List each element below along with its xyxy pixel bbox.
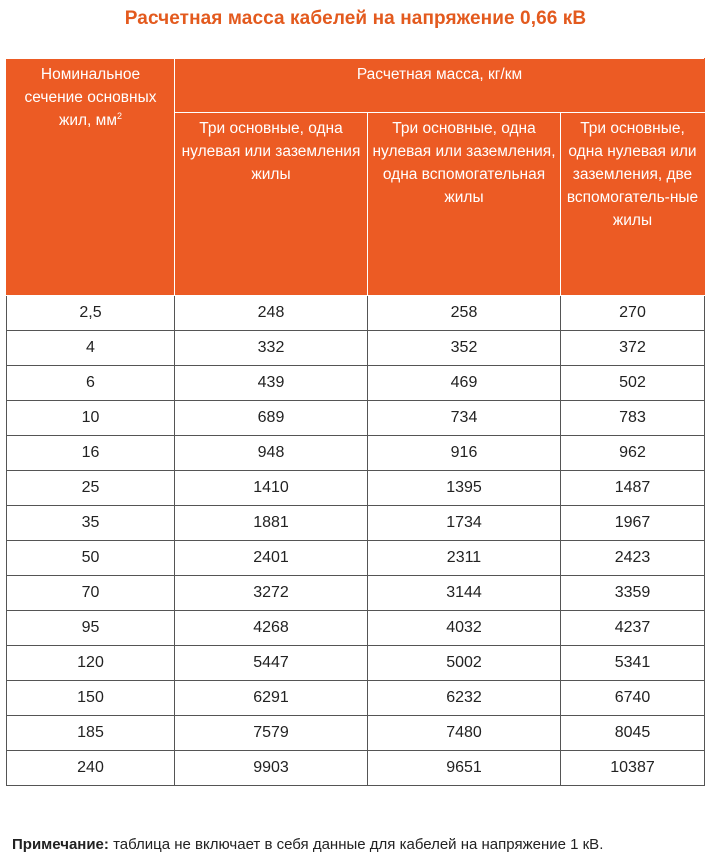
table-row bbox=[7, 646, 705, 681]
cell-mass-variant-2: 2311 bbox=[368, 541, 561, 576]
cell-cross-section: 35 bbox=[7, 506, 175, 541]
cell-mass-variant-2: 3144 bbox=[368, 576, 561, 611]
table-row bbox=[7, 611, 705, 646]
table-row bbox=[7, 751, 705, 786]
cell-mass-variant-1: 332 bbox=[175, 331, 368, 366]
cell-mass-variant-2: 734 bbox=[368, 401, 561, 436]
cell-mass-variant-3: 1967 bbox=[561, 506, 705, 541]
cell-cross-section: 4 bbox=[7, 331, 175, 366]
header-cross-section bbox=[7, 59, 175, 296]
cell-mass-variant-2: 469 bbox=[368, 366, 561, 401]
cell-mass-variant-2: 5002 bbox=[368, 646, 561, 681]
table-row bbox=[7, 471, 705, 506]
cell-mass-variant-1: 1881 bbox=[175, 506, 368, 541]
cell-mass-variant-2: 9651 bbox=[368, 751, 561, 786]
table-row bbox=[7, 401, 705, 436]
footnote-label: Примечание: bbox=[12, 836, 109, 853]
cell-mass-variant-1: 9903 bbox=[175, 751, 368, 786]
cable-mass-table bbox=[6, 58, 705, 786]
cell-cross-section: 70 bbox=[7, 576, 175, 611]
footnote-text: таблица не включает в себя данные для кабелей на напряжение 1 кВ. bbox=[108, 836, 604, 853]
cell-mass-variant-1: 439 bbox=[175, 366, 368, 401]
cell-mass-variant-2: 352 bbox=[368, 331, 561, 366]
header-calculated-mass: Расчетная масса, кг/км bbox=[175, 59, 705, 113]
cell-mass-variant-2: 916 bbox=[368, 436, 561, 471]
cell-cross-section: 120 bbox=[7, 646, 175, 681]
cell-mass-variant-1: 1410 bbox=[175, 471, 368, 506]
cell-cross-section: 10 bbox=[7, 401, 175, 436]
header-variant-1: Три основные, одна нулевая или заземления жилы bbox=[175, 113, 368, 296]
cell-mass-variant-3: 962 bbox=[561, 436, 705, 471]
cell-cross-section: 240 bbox=[7, 751, 175, 786]
header-cross-section-label: Номинальное сечение основных жил, мм bbox=[24, 66, 157, 129]
cell-cross-section: 150 bbox=[7, 681, 175, 716]
table-row bbox=[7, 576, 705, 611]
table-body bbox=[7, 296, 705, 786]
cell-mass-variant-1: 5447 bbox=[175, 646, 368, 681]
table-row bbox=[7, 436, 705, 471]
cell-cross-section: 6 bbox=[7, 366, 175, 401]
cell-mass-variant-3: 270 bbox=[561, 296, 705, 331]
cell-mass-variant-2: 1734 bbox=[368, 506, 561, 541]
cell-cross-section: 50 bbox=[7, 541, 175, 576]
cell-mass-variant-1: 248 bbox=[175, 296, 368, 331]
cell-mass-variant-3: 4237 bbox=[561, 611, 705, 646]
cell-mass-variant-1: 948 bbox=[175, 436, 368, 471]
cell-mass-variant-3: 8045 bbox=[561, 716, 705, 751]
cell-mass-variant-1: 2401 bbox=[175, 541, 368, 576]
cell-mass-variant-3: 10387 bbox=[561, 751, 705, 786]
table-row bbox=[7, 506, 705, 541]
cell-mass-variant-3: 783 bbox=[561, 401, 705, 436]
cell-mass-variant-3: 1487 bbox=[561, 471, 705, 506]
cell-mass-variant-1: 689 bbox=[175, 401, 368, 436]
cell-mass-variant-2: 7480 bbox=[368, 716, 561, 751]
table-row bbox=[7, 541, 705, 576]
page-title: Расчетная масса кабелей на напряжение 0,66 кВ bbox=[124, 8, 587, 29]
footnote bbox=[12, 836, 603, 853]
table-row bbox=[7, 366, 705, 401]
cell-mass-variant-3: 502 bbox=[561, 366, 705, 401]
cell-mass-variant-1: 3272 bbox=[175, 576, 368, 611]
cell-mass-variant-2: 258 bbox=[368, 296, 561, 331]
cell-mass-variant-3: 6740 bbox=[561, 681, 705, 716]
cell-mass-variant-3: 3359 bbox=[561, 576, 705, 611]
table-row bbox=[7, 331, 705, 366]
cell-mass-variant-3: 2423 bbox=[561, 541, 705, 576]
header-unit-superscript: 2 bbox=[116, 111, 122, 121]
cell-mass-variant-2: 4032 bbox=[368, 611, 561, 646]
cell-cross-section: 25 bbox=[7, 471, 175, 506]
table-row bbox=[7, 681, 705, 716]
cell-mass-variant-3: 372 bbox=[561, 331, 705, 366]
cell-mass-variant-2: 1395 bbox=[368, 471, 561, 506]
cell-cross-section: 2,5 bbox=[7, 296, 175, 331]
cell-mass-variant-1: 7579 bbox=[175, 716, 368, 751]
table-row bbox=[7, 716, 705, 751]
cell-cross-section: 95 bbox=[7, 611, 175, 646]
cell-cross-section: 16 bbox=[7, 436, 175, 471]
header-variant-3: Три основные, одна нулевая или заземления, две вспомогатель-ные жилы bbox=[561, 113, 705, 296]
cell-mass-variant-1: 6291 bbox=[175, 681, 368, 716]
cell-mass-variant-1: 4268 bbox=[175, 611, 368, 646]
header-variant-2: Три основные, одна нулевая или заземления, одна вспомогательная жилы bbox=[368, 113, 561, 296]
cell-mass-variant-2: 6232 bbox=[368, 681, 561, 716]
cell-cross-section: 185 bbox=[7, 716, 175, 751]
cell-mass-variant-3: 5341 bbox=[561, 646, 705, 681]
table-row bbox=[7, 296, 705, 331]
